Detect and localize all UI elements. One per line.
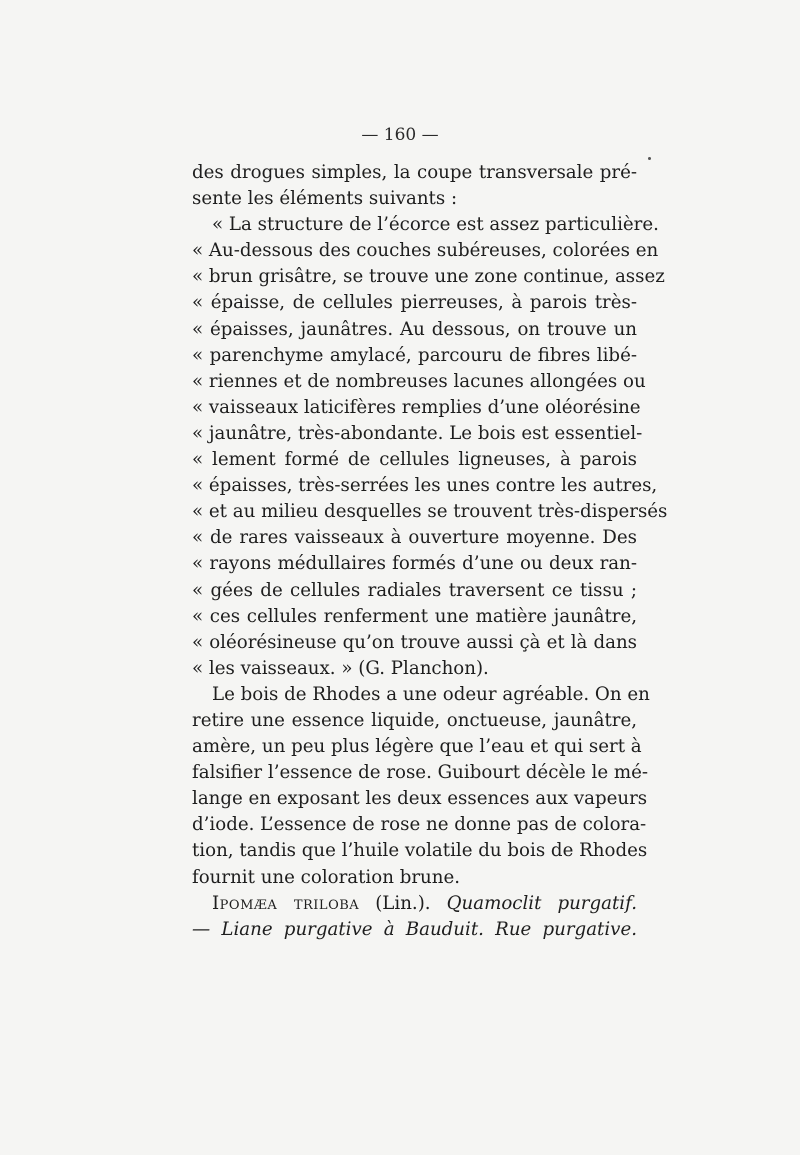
text-line: lange en exposant les deux essences aux vapeurs (192, 788, 648, 810)
text-line: « La structure de l’écorce est assez particulière. (212, 214, 659, 236)
text-line: Le bois de Rhodes a une odeur agréable. On en (212, 683, 650, 705)
text-line: « et au milieu desquelles se trouvent très-dispersés (192, 501, 668, 523)
text-line: « épaisses, très-serrées les unes contre les autres, (192, 475, 658, 497)
text-line: des drogues simples, la coupe transversale pré- (192, 162, 637, 183)
text-line: amère, un peu plus légère que l’eau et qui sert à (192, 736, 642, 758)
text-line: fournit une coloration brune. (192, 866, 460, 888)
text-line: tion, tandis que l’huile volatile du bois de Rhodes (192, 840, 648, 862)
text-line: d’iode. L’essence de rose ne donne pas de colora- (192, 814, 647, 836)
body-text (192, 160, 668, 943)
paragraph-lines (192, 160, 668, 891)
text-line: « brun grisâtre, se trouve une zone continue, assez (192, 266, 665, 288)
text-line: « rayons médullaires formés d’une ou deux ran- (192, 553, 637, 575)
text-line: « jaunâtre, très-abondante. Le bois est essentiel- (192, 422, 643, 444)
text-line: « oléorésineuse qu’on trouve aussi çà et là dans (192, 631, 637, 653)
page-number: — 160 — (361, 125, 439, 145)
text-line: sente les éléments suivants : (192, 188, 458, 210)
species-name: Ipomæa triloba (212, 892, 360, 914)
text-line: « ces cellules renferment une matière jaunâtre, (192, 605, 637, 627)
species-common-name: Quamoclit purgatif. (446, 892, 637, 914)
text-line: « épaisse, de cellules pierreuses, à parois très- (192, 292, 637, 314)
text-line: « les vaisseaux. » (G. Planchon). (192, 657, 489, 679)
text-line: « gées de cellules radiales traversent ce tissu ; (192, 579, 637, 601)
text-line: « Au-dessous des couches subéreuses, colorées en (192, 240, 659, 262)
text-line: « de rares vaisseaux à ouverture moyenne. Des (192, 527, 637, 549)
species-authority: (Lin.). (359, 892, 447, 914)
text-line: falsifier l’essence de rose. Guibourt décèle le mé- (192, 762, 649, 784)
text-line: « lement formé de cellules ligneuses, à parois (192, 449, 637, 471)
text-line: « vaisseaux laticifères remplies d’une oléorésine (192, 396, 641, 418)
text-line: « parenchyme amylacé, parcouru de fibres libé- (192, 344, 637, 366)
species-entry-line-1 (192, 891, 637, 917)
species-entry-line-2: — Liane purgative à Bauduit. Rue purgative. (192, 918, 637, 940)
text-line: « riennes et de nombreuses lacunes allongées ou (192, 370, 646, 392)
text-line: « épaisses, jaunâtres. Au dessous, on trouve un (192, 318, 637, 340)
text-line: retire une essence liquide, onctueuse, jaunâtre, (192, 709, 637, 731)
print-speck (648, 157, 651, 160)
